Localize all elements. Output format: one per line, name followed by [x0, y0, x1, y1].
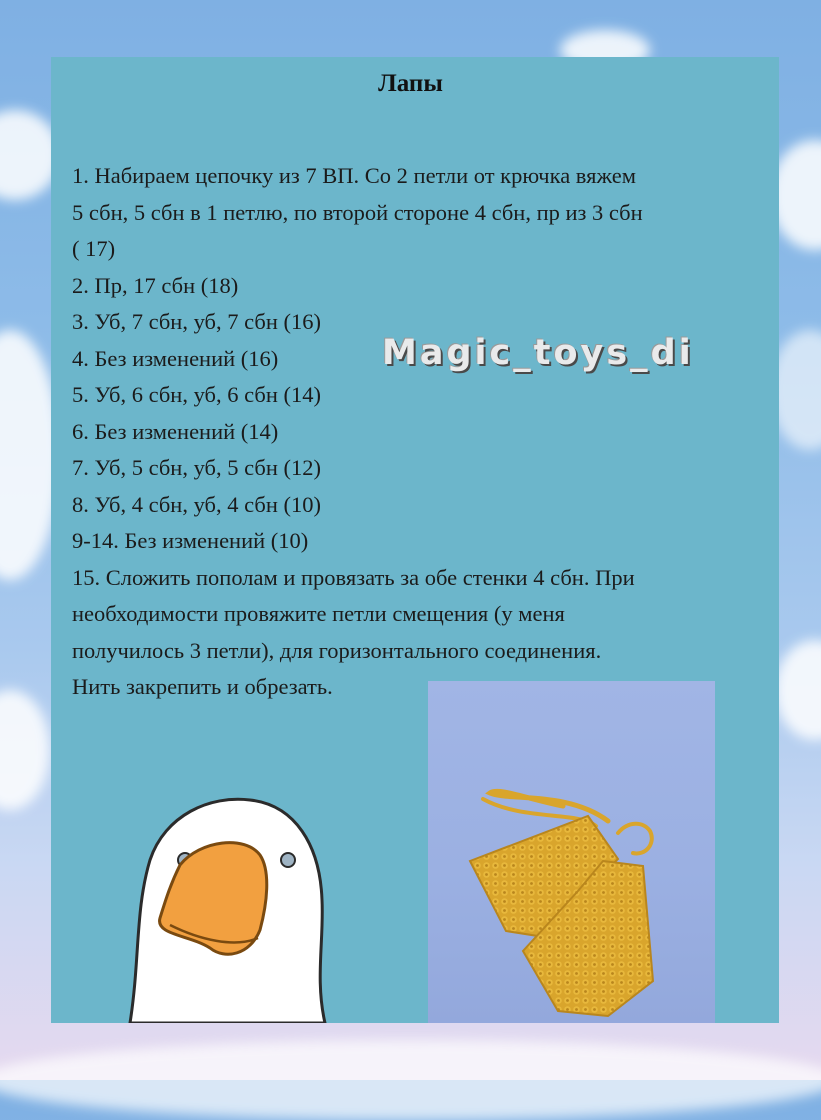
- yarn-feet-illustration: [428, 681, 715, 1023]
- page-title: Лапы: [378, 70, 443, 97]
- instruction-step: 4. Без изменений (16): [72, 345, 279, 371]
- cloud: [775, 640, 821, 740]
- instruction-step: 8. Уб, 4 сбн, уб, 4 сбн (10): [72, 491, 321, 517]
- instruction-step: 9-14. Без изменений (10): [72, 528, 309, 553]
- instruction-step: 1. Набираем цепочку из 7 ВП. Со 2 петли от крючка вяжем 5 сбн, 5 сбн в 1 петлю, по второй стороне 4 сбн, пр из 3 сбн ( 17): [72, 163, 643, 261]
- watermark-text: Magic_toys_di: [382, 333, 694, 373]
- instruction-step: 6. Без изменений (14): [72, 418, 279, 444]
- instruction-step: 15. Сложить пополам и провязать за обе стенки 4 сбн. При необходимости провяжите петли смещения (у меня получилось 3 петли), для горизонтального соединения. Нить закрепить и обрезать.: [72, 564, 635, 699]
- instruction-step: 7. Уб, 5 сбн, уб, 5 сбн (12): [72, 455, 321, 480]
- cloud: [0, 690, 50, 810]
- goose-eye-icon: [281, 853, 295, 867]
- instruction-step: 2. Пр, 17 сбн (18): [72, 272, 239, 298]
- crochet-feet-photo: [428, 681, 715, 1023]
- goose-illustration: [110, 790, 350, 1023]
- instruction-step: 3. Уб, 7 сбн, уб, 7 сбн (16): [72, 309, 321, 334]
- cloud: [0, 1040, 821, 1120]
- instruction-step: 5. Уб, 6 сбн, уб, 6 сбн (14): [72, 382, 321, 407]
- instruction-list: [72, 158, 772, 706]
